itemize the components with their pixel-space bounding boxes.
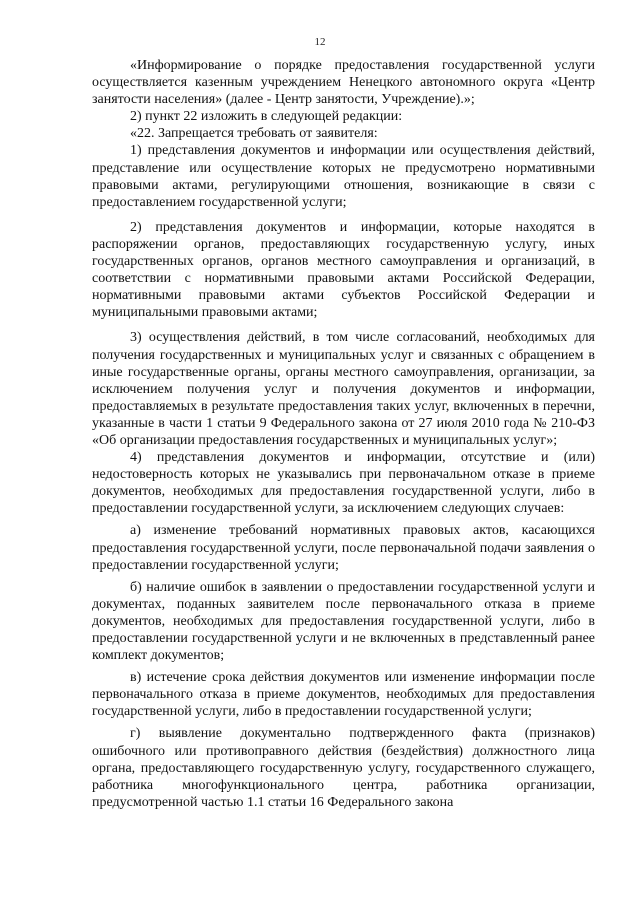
document-body: [92, 57, 595, 811]
paragraph-intro: «Информирование о порядке предоставления государственной услуги осуществляется казенным учреждением Ненецкого автономного округа «Центр занятости населения» (далее - Центр занятости, Учреждение).»;: [92, 58, 595, 108]
paragraph-subitem-4: 4) представления документов и информации, отсутствие и (или) недостоверность которых не указывались при первоначальном отказе в приеме документов, необходимых для предоставления государственной услуги, либо в предоставлении государственной услуги, за исключением следующих случаев:: [92, 450, 595, 517]
paragraph-clause-22: «22. Запрещается требовать от заявителя:: [130, 126, 378, 142]
paragraph-subitem-3: 3) осуществления действий, в том числе согласований, необходимых для получения государственных и муниципальных услуг и связанных с обращением в иные государственные органы, органы местного самоуправления, организации, за исключением получения услуг и получения документов и информации, предоставляемых в результате предоставления таких услуг, включенных в перечни, указанные в части 1 статьи 9 Федерального закона от 27 июля 2010 года № 210-ФЗ «Об организации предоставления государственных и муниципальных услуг»;: [92, 330, 595, 448]
paragraph-subitem-a: а) изменение требований нормативных правовых актов, касающихся предоставления государственной услуги, после первоначальной подачи заявления о предоставлении государственной услуги;: [92, 523, 595, 573]
page-number: 12: [314, 36, 326, 48]
paragraph-amendment-item-2: 2) пункт 22 изложить в следующей редакции:: [130, 109, 403, 125]
paragraph-subitem-c: в) истечение срока действия документов или изменение информации после первоначального отказа в приеме документов, необходимых для предоставления государственной услуги, либо в предоставлении государственной услуги;: [92, 670, 595, 720]
paragraph-subitem-d: г) выявление документально подтвержденного факта (признаков) ошибочного или противоправного действия (бездействия) должностного лица органа, предоставляющего государственную услугу, государственного служащего, работника многофункционального центра, работника организации, предусмотренной частью 1.1 статьи 16 Федерального закона: [92, 726, 595, 810]
paragraph-subitem-1: 1) представления документов и информации или осуществления действий, представление или осуществление которых не предусмотрено нормативными правовыми актами, регулирующими отношения, возникающие в связи с предоставлением государственной услуги;: [92, 143, 595, 210]
paragraph-subitem-b: б) наличие ошибок в заявлении о предоставлении государственной услуги и документах, поданных заявителем после первоначального отказа в приеме документов, необходимых для предоставления государственной услуги, либо в предоставлении государственной услуги и не включенных в представленный ранее комплект документов;: [92, 579, 595, 664]
paragraph-subitem-2: 2) представления документов и информации, которые находятся в распоряжении органов, предоставляющих государственную услугу, иных государственных органов, органов местного самоуправления и организаций, в соответствии с нормативными правовыми актами Российской Федерации, нормативными правовыми актами субъектов Российской Федерации и муниципальными правовыми актами;: [92, 219, 595, 321]
